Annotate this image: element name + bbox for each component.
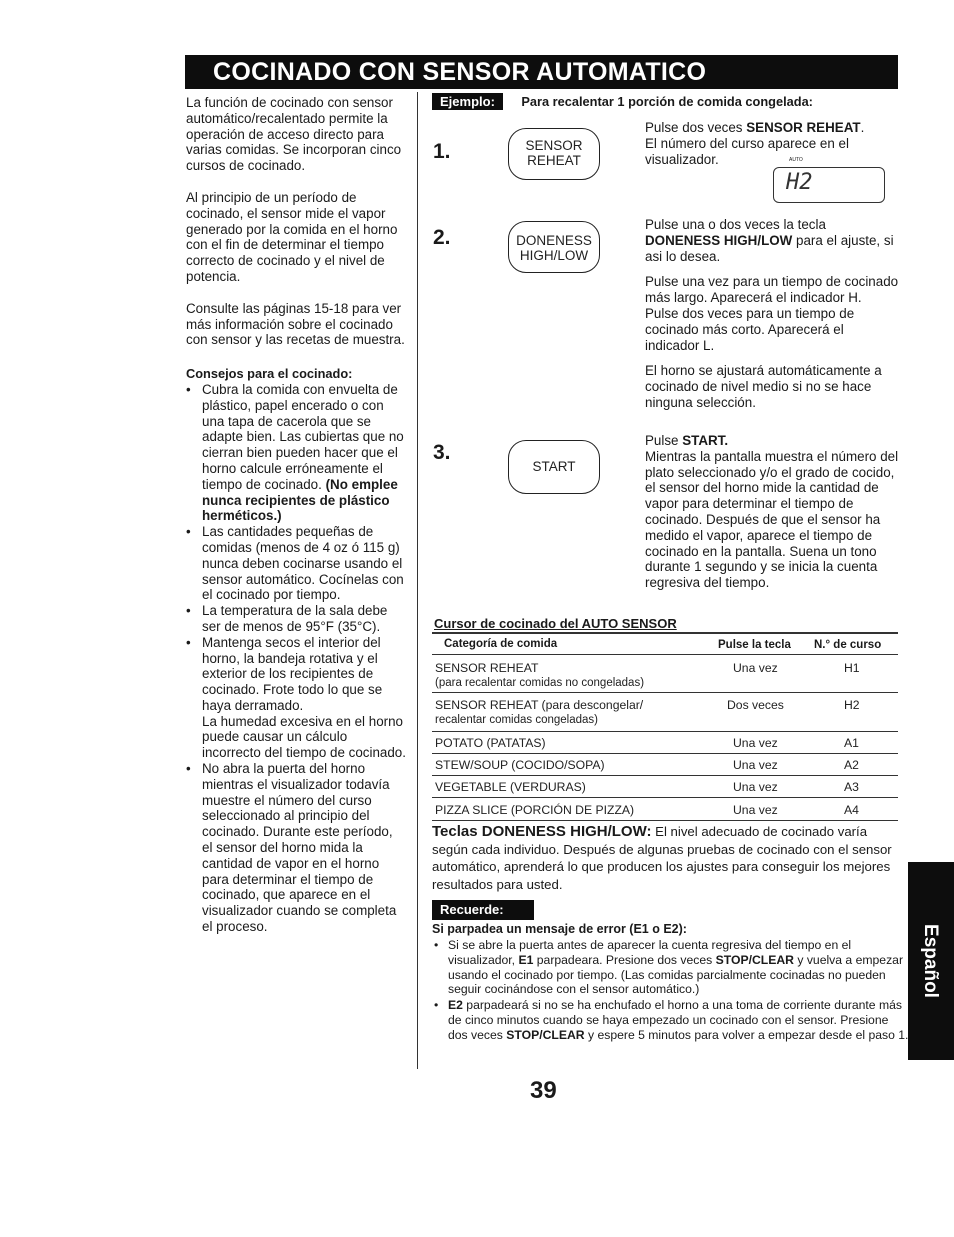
table-rule xyxy=(432,731,898,732)
table-header-category: Categoría de comida xyxy=(444,638,558,650)
doneness-note: Teclas DONENESS HIGH/LOW: El nivel adecuado de cocinado varía según cada individuo. Después de algunas pruebas de cocinado con el sensor automático, aprenderá lo que producen los ajustes para conseguir los mejores resultados para usted. xyxy=(432,823,892,892)
intro-paragraph-1: La función de cocinado con sensor automático/recalentado permite la operación de acceso directo para varias comidas. Se incorporan cinco cursos de cocinado. xyxy=(186,95,402,174)
title-banner xyxy=(185,55,898,89)
table-row-6-course: A4 xyxy=(844,803,859,817)
page-title: COCINADO CON SENSOR AUTOMATICO xyxy=(213,58,707,86)
table-header-course: N.° de curso xyxy=(814,639,882,651)
lcd-display xyxy=(773,167,885,203)
bullet-icon: • xyxy=(186,524,191,540)
table-row-1-course: H1 xyxy=(844,661,860,675)
tips-list xyxy=(186,382,406,935)
step-3-text: Pulse START. Mientras la pantalla muestra el número del plato seleccionado y/o el grado de cocido, el sensor del horno mide la cantidad de vapor para determinar el tiempo de cocinado. Después de que el sensor ha medido el vapor, aparece el tiempo de cocinado en la pantalla. Suena un tono durante 1 segundo y se inicia la cuenta regresiva del tiempo. xyxy=(645,433,899,591)
table-row-1-category: SENSOR REHEAT xyxy=(435,661,539,675)
step-2-text: Pulse una o dos veces la tecla DONENESS HIGH/LOW para el ajuste, si asi lo desea. Pulse una vez para un tiempo de cocinado más largo. Aparecerá el indicador H. Pulse dos veces para un tiempo de cocinado más corto. Aparecerá el indicador L. El horno se ajustará automáticamente a cocinado de nivel medio si no se hace ninguna selección. xyxy=(645,217,899,410)
table-rule xyxy=(432,775,898,776)
language-tab-label: Español xyxy=(920,924,941,998)
table-row-5-key: Una vez xyxy=(733,780,778,794)
doneness-key: DONENESS HIGH/LOW xyxy=(508,221,600,273)
bullet-icon: • xyxy=(186,634,191,650)
intro-paragraph-2: Al principio de un período de cocinado, el sensor mide el vapor generado por la comida en el horno con el fin de determinar el tiempo correcto de cocinado y el nivel de potencia. xyxy=(186,189,398,284)
column-divider xyxy=(417,92,418,1069)
table-rule xyxy=(432,797,898,798)
tip-item: • Cubra la comida con envuelta de plástico, papel encerado o con una tapa de cacerola que se adapte bien. Las cubiertas que no cierran bien pueden hacer que el horno calcule erróneamente el tiempo de cocinado. (No emplee nunca recipientes de plástico herméticos.) xyxy=(186,381,404,524)
table-row-2-course: H2 xyxy=(844,698,860,712)
step-3-number: 3. xyxy=(433,441,451,464)
table-row-3-key: Una vez xyxy=(733,736,778,750)
table-row-1-subtext: (para recalentar comidas no congeladas) xyxy=(435,677,645,689)
error-item-e2: • E2 parpadeará si no se ha enchufado el horno a una toma de corriente durante más de cinco minutos cuando se haya empezado un cocinado con el sensor. Presione dos veces STOP/CLEAR y espere 5 minutos para volver a empezar desde el paso 1. xyxy=(434,998,909,1042)
bullet-icon: • xyxy=(434,938,439,952)
example-title: Para recalentar 1 porción de comida congelada: xyxy=(521,94,813,109)
tip-item: • No abra la puerta del horno mientras el visualizador todavía muestre el número del curso seleccionado al principio del cocinado. Durante este período, el sensor del horno mida la cantidad de vapor en el horno para determinar el tiempo de cocinado, que aparece en el visualizador cuando se completa el proceso. xyxy=(186,761,397,935)
table-row-4-key: Una vez xyxy=(733,758,778,772)
error-item-e1: • Si se abre la puerta antes de aparecer la cuenta regresiva del tiempo en el visualizador, E1 parpadeara. Presione dos veces STOP/CLEAR y vuelva a empezar usando el cocinado por tiempo. (Las comidas parcialmente cocinadas no pueden seguir cocinándose con el sensor automático.) xyxy=(434,938,904,997)
start-key: START xyxy=(508,440,600,494)
table-rule xyxy=(432,654,898,655)
remember-box xyxy=(432,900,534,920)
tip-item: • La temperatura de la sala debe ser de menos de 95°F (35°C). xyxy=(186,603,388,634)
tip-item: • Mantenga secos el interior del horno, la bandeja rotativa y el exterior de los recipientes de cocinado. Frote todo lo que se haya derramado. La humedad excesiva en el horno puede causar un cálculo incorrecto del tiempo de cocinado. xyxy=(186,634,406,761)
tips-heading: Consejos para el cocinado: xyxy=(186,366,353,382)
table-row-6-category: PIZZA SLICE (PORCIÓN DE PIZZA) xyxy=(435,803,635,817)
table-row-3-course: A1 xyxy=(844,736,859,750)
step-2-number: 2. xyxy=(433,226,451,249)
page-number: 39 xyxy=(530,1077,557,1104)
intro-paragraph-3: Consulte las páginas 15-18 para ver más información sobre el cocinado con sensor y las recetas de muestra. xyxy=(186,300,405,348)
table-header-key: Pulse la tecla xyxy=(718,639,791,651)
error-list xyxy=(432,938,910,1044)
table-title: Cursor de cocinado del AUTO SENSOR xyxy=(434,616,677,631)
table-top-rule xyxy=(432,632,898,634)
example-tag: Ejemplo: xyxy=(432,93,503,110)
remember-tag: Recuerde: xyxy=(432,900,534,920)
table-row-2-key: Dos veces xyxy=(727,698,784,712)
step-1-number: 1. xyxy=(433,140,451,163)
display-value: H2 xyxy=(786,170,813,195)
table-row-4-category: STEW/SOUP (COCIDO/SOPA) xyxy=(435,758,605,772)
left-column xyxy=(186,95,406,935)
table-rule xyxy=(432,820,898,821)
table-row-3-category: POTATO (PATATAS) xyxy=(435,736,546,750)
bullet-icon: • xyxy=(434,998,439,1013)
table-row-4-course: A2 xyxy=(844,758,859,772)
step-1-text: Pulse dos veces SENSOR REHEAT. El número del curso aparece en el visualizador. xyxy=(645,120,865,167)
example-header xyxy=(432,93,813,111)
table-row-5-course: A3 xyxy=(844,780,859,794)
table-rule xyxy=(432,692,898,693)
bullet-icon: • xyxy=(186,603,191,619)
doneness-note-heading: Teclas DONENESS HIGH/LOW: xyxy=(432,823,652,840)
table-row-6-key: Una vez xyxy=(733,803,778,817)
table-row-5-category: VEGETABLE (VERDURAS) xyxy=(435,780,586,794)
bullet-icon: • xyxy=(186,761,191,777)
table-rule xyxy=(432,753,898,754)
bullet-icon: • xyxy=(186,381,191,397)
display-auto-indicator: AUTO xyxy=(789,157,803,163)
table-row-2-category: SENSOR REHEAT (para descongelar/ xyxy=(435,698,644,712)
sensor-reheat-key: SENSOR REHEAT xyxy=(508,128,600,180)
table-row-1-key: Una vez xyxy=(733,661,778,675)
table-row-2-subtext: recalentar comidas congeladas) xyxy=(435,714,599,726)
tip-item: • Las cantidades pequeñas de comidas (menos de 4 oz ó 115 g) nunca deben cocinarse usando el sensor automático. Cocínelas con el cocinado por tiempo. xyxy=(186,524,404,603)
language-tab xyxy=(908,862,954,1060)
error-heading: Si parpadea un mensaje de error (E1 o E2): xyxy=(432,922,687,936)
